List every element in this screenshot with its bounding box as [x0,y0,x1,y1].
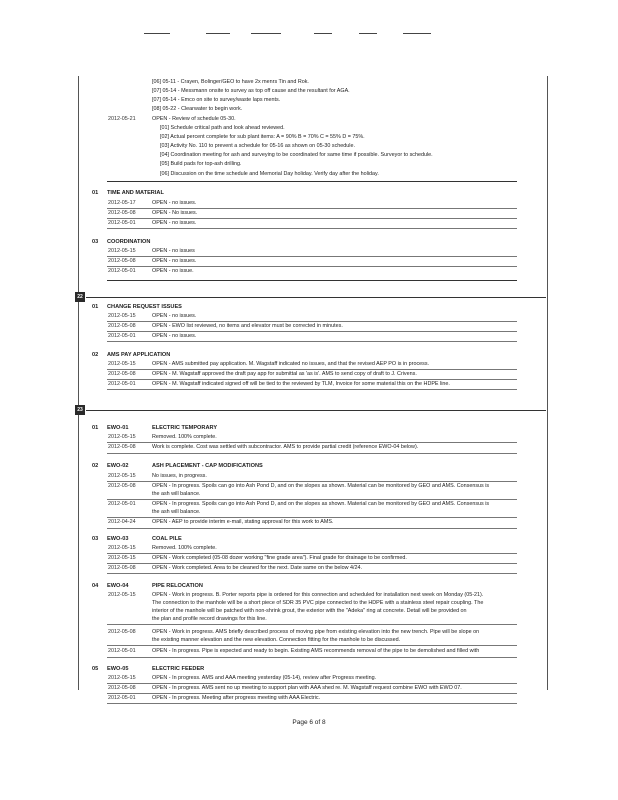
row-rule [107,553,517,554]
row-rule [107,563,517,564]
entry-date: 2012-05-15 [108,361,136,367]
entry-text: Work is complete. Cost was settled with subcontractor. AMS to provide partial credit (reference EWO-04 below). [152,444,419,450]
item-text: [02] Actual percent complete for sub plant items: A = 90% B = 70% C = 55% D = 75%. [160,134,365,140]
entry-text: OPEN - AMS submitted pay application. M. Wagstaff indicated no issues, and that the revised AEP PO is in process. [152,361,430,367]
entry-date: 2012-05-01 [108,501,136,507]
entry-date: 2012-05-08 [108,258,136,264]
entry-text: the plan and profile record drawings for this line. [152,616,267,622]
section-rule [86,410,546,411]
section-marker: 22 [75,292,85,302]
row-rule [107,321,517,322]
section-number: 03 [92,536,99,542]
entry-date: 2012-05-01 [108,268,136,274]
entry-date: 2012-05-15 [108,473,136,479]
section-number: 01 [92,425,99,431]
entry-date: 2012-05-01 [108,333,136,339]
section-title: ELECTRIC FEEDER [152,666,205,672]
row-rule [107,481,517,482]
entry-date: 2012-05-01 [108,220,136,226]
entry-text: OPEN - M. Wagstaff indicated signed off will be tied to the reviewed by TLM, Invoice for some material this on the HDPE line. [152,381,450,387]
entry-date: 2012-05-15 [108,675,136,681]
row-rule [107,266,517,267]
entry-text: The connection to the manhole will be a short piece of SDR 35 PVC pipe connected to the HDPE with a stainless steel repair coupling. The [152,600,484,606]
entry-text: the ash will balance. [152,491,201,497]
row-rule [107,645,517,646]
entry-date: 2012-05-08 [108,629,136,635]
entry-date: 2012-05-08 [108,371,136,377]
header-rule [206,33,230,34]
row-rule [107,228,517,229]
row-rule [107,624,517,625]
section-number: 05 [92,666,99,672]
entry-text: OPEN - In progress. Meeting after progress meeting with AAA Electric. [152,695,321,701]
item-text: [05] Build pads for top-ash drilling. [160,161,242,167]
item-text: [08] 05-22 - Clearwater to begin work. [152,106,243,112]
header-rule [144,33,170,34]
row-rule [107,499,517,500]
entry-text: OPEN - no issue. [152,268,194,274]
entry-date: 2012-05-15 [108,248,136,254]
entry-date: 2012-05-01 [108,695,136,701]
row-rule [107,389,517,390]
entry-text: OPEN - In progress. Spoils can go into Ash Pond D, and on the slopes as shown. Material can be monitored by GEO and AMS. Consensus is [152,483,490,489]
entry-text: the ash will balance. [152,509,201,515]
entry-date: 2012-05-08 [108,210,136,216]
item-text: [07] 05-14 - Messmann onsite to survey as top off cause and the resultant for AGA. [152,88,350,94]
section-number: 01 [92,304,99,310]
section-title: COAL PILE [152,536,182,542]
entry-text: OPEN - Work completed (05-08 dozer working "fine grade area"). Final grade for drainage to be confirmed. [152,555,407,561]
entry-text: OPEN - Work completed. Area to be cleaned for the next. Date same on the below 4/24. [152,565,362,571]
item-text: [06] Discussion on the time schedule and Memorial Day holiday. Verify day after the holiday. [160,171,379,177]
item-text: [07] 05-14 - Emco on site to survey/waste laps ments. [152,97,281,103]
section-title: AMS PAY APPLICATION [107,352,171,358]
ewo-code: EWO-04 [107,583,129,589]
entry-date: 2012-05-08 [108,444,136,450]
row-rule [107,369,517,370]
entry-text: OPEN - Work in progress. AMS briefly described process of moving pipe from existing elevation into the new trench. Pipe will be slope on [152,629,480,635]
entry-text: OPEN - EWO list reviewed, no items and elevator must be corrected in minutes. [152,323,343,329]
row-rule [107,256,517,257]
section-title: TIME AND MATERIAL [107,190,164,196]
row-rule [107,517,517,518]
row-rule [107,379,517,380]
row-rule [107,703,517,704]
section-rule [86,297,546,298]
item-text: [04] Coordination meeting for ash and surveying to be coordinated for same time if possible. Surveyor to schedule. [160,152,433,158]
section-marker: 23 [75,405,85,415]
ewo-code: EWO-02 [107,463,129,469]
entry-text: OPEN - No issues. [152,210,198,216]
item-text: [06] 05-11 - Crayen, Bolinger/GEO to have 2x menrs Tin and Rok. [152,79,309,85]
ewo-code: EWO-05 [107,666,129,672]
row-rule [107,341,517,342]
row-rule [107,442,517,443]
entry-text: OPEN - no issues. [152,333,197,339]
entry-text: the existing manner elevation and the new elevation. Connection fitting for the manhole to be discussed. [152,637,401,643]
entry-date: 2012-05-08 [108,565,136,571]
row-rule [107,683,517,684]
section-number: 02 [92,352,99,358]
entry-date: 2012-05-15 [108,313,136,319]
entry-text: OPEN - no issues [152,248,195,254]
entry-date: 2012-05-17 [108,200,136,206]
row-rule [107,573,517,574]
entry-date: 2012-05-15 [108,592,136,598]
entry-date: 2012-05-08 [108,685,136,691]
item-text: [01] Schedule critical path and look ahead reviewed. [160,125,285,131]
header-rule [251,33,281,34]
entry-text: Removed. 100% complete. [152,545,217,551]
row-rule [107,181,517,182]
item-text: [03] Activity No. 110 to prevent a schedule for 05-16 as shown on 05-30 schedule. [160,143,355,149]
row-rule [107,331,517,332]
entry-date: 2012-05-15 [108,555,136,561]
entry-date: 2012-05-15 [108,434,136,440]
entry-text: OPEN - AEP to provide interim e-mail, stating approval for this work to AMS. [152,519,334,525]
schedule-head: OPEN - Review of schedule 05-30. [152,116,236,122]
ewo-code: EWO-03 [107,536,129,542]
entry-text: No issues, in progress. [152,473,207,479]
section-title: COORDINATION [107,239,151,245]
row-rule [107,657,517,658]
entry-text: Removed. 100% complete. [152,434,217,440]
entry-text: OPEN - no issues. [152,200,197,206]
section-title: CHANGE REQUEST ISSUES [107,304,182,310]
entry-date: 2012-05-08 [108,483,136,489]
header-rule [359,33,377,34]
section-title: PIPE RELOCATION [152,583,203,589]
entry-text: OPEN - In progress. Spoils can go into Ash Pond D, and on the slopes as shown. Material can be monitored by GEO and AMS. Consensus is [152,501,490,507]
entry-date: 2012-05-01 [108,648,136,654]
section-number: 02 [92,463,99,469]
page-number: Page 6 of 8 [292,719,326,726]
entry-date: 2012-04-24 [108,519,136,525]
section-number: 03 [92,239,99,245]
entry-text: interior of the manhole will be patched with non-shrink grout, the exterior with the "Adeka" ring at concrete. Detail will be provided on [152,608,467,614]
entry-date: 2012-05-08 [108,323,136,329]
entry-text: OPEN - no issues. [152,313,197,319]
ewo-code: EWO-01 [107,425,129,431]
entry-text: OPEN - In progress. AMS sent no up meeting to support plan with AAA shed re. M. Wagstaff request combine EWO with EWO 07. [152,685,462,691]
header-rule [403,33,431,34]
section-title: ASH PLACEMENT - CAP MODIFICATIONS [152,463,263,469]
entry-text: OPEN - no issues. [152,220,197,226]
section-title: ELECTRIC TEMPORARY [152,425,218,431]
header-rule [314,33,332,34]
entry-text: OPEN - Work in progress. B. Porter reports pipe is ordered for this connection and scheduled for installation next week on Monday (05-21). [152,592,484,598]
row-rule [107,208,517,209]
entry-text: OPEN - M. Wagstaff approved the draft pay app for submittal as 'as is'. AMS to send copy of draft to J. Crivens. [152,371,417,377]
section-number: 04 [92,583,99,589]
row-rule [107,693,517,694]
row-rule [107,280,517,281]
entry-text: OPEN - In progress. AMS and AAA meeting yesterday (05-14), review after Progress meeting. [152,675,377,681]
entry-date: 2012-05-01 [108,381,136,387]
entry-date: 2012-05-15 [108,545,136,551]
row-rule [107,218,517,219]
entry-text: OPEN - no issues. [152,258,197,264]
row-rule [107,528,517,529]
row-rule [107,453,517,454]
entry-date: 2012-05-21 [108,116,136,122]
section-number: 01 [92,190,99,196]
entry-text: OPEN - In progress. Pipe is expected and ready to begin. Existing AMS recommends removal of the pipe to be demolished and filled with [152,648,480,654]
